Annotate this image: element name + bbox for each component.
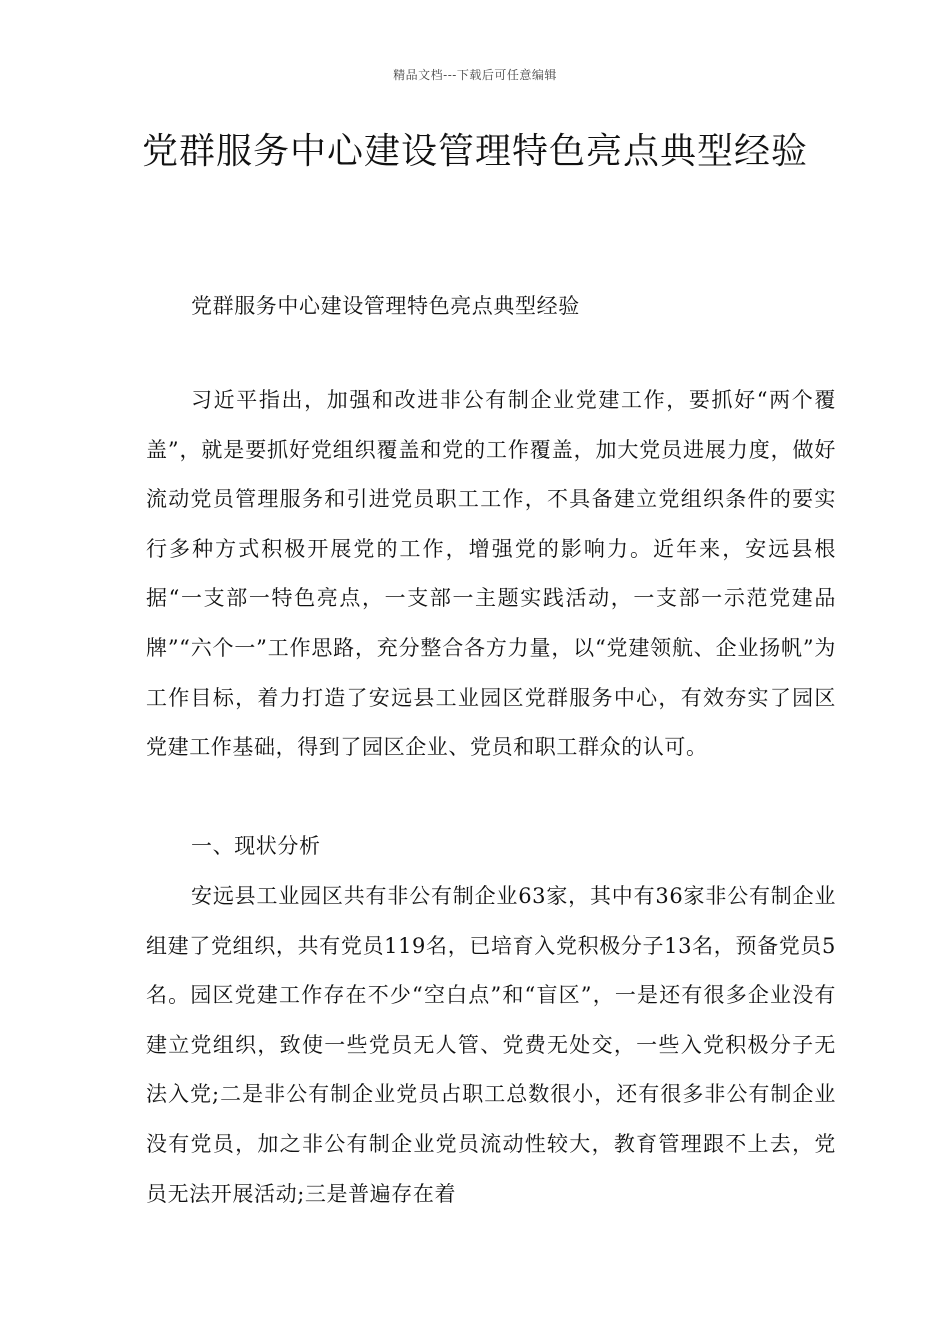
paragraph-intro: 习近平指出，加强和改进非公有制企业党建工作，要抓好“两个覆盖”，就是要抓好党组织覆盖和党的工作覆盖，加大党员进展力度，做好流动党员管理服务和引进党员职工工作，不具备建立党组织条件的要实行多种方式积极开展党的工作，增强党的影响力。近年来，安远县根据“一支部一特色亮点，一支部一主题实践活动，一支部一示范党建品牌”“六个一”工作思路，充分整合各方力量，以“党建领航、企业扬帆”为工作目标，着力打造了安远县工业园区党群服务中心，有效夯实了园区党建工作基础，得到了园区企业、党员和职工群众的认可。: [146, 388, 836, 760]
header-note: 精品文档---下载后可任意编辑: [393, 68, 557, 82]
paragraph-analysis: 安远县工业园区共有非公有制企业63家，其中有36家非公有制企业组建了党组织，共有党员119名，已培育入党积极分子13名，预备党员5名。园区党建工作存在不少“空白点”和“盲区”，一是还有很多企业没有建立党组织，致使一些党员无人管、党费无处交，一些入党积极分子无法入党;二是非公有制企业党员占职工总数很小，还有很多非公有制企业没有党员，加之非公有制企业党员流动性较大，教育管理跟不上去，党员无法开展活动;三是普遍存在着: [146, 884, 836, 1206]
document-title: 党群服务中心建设管理特色亮点典型经验: [141, 131, 808, 172]
document-subtitle: 党群服务中心建设管理特色亮点典型经验: [191, 294, 580, 318]
section-heading: 一、现状分析: [191, 834, 321, 858]
